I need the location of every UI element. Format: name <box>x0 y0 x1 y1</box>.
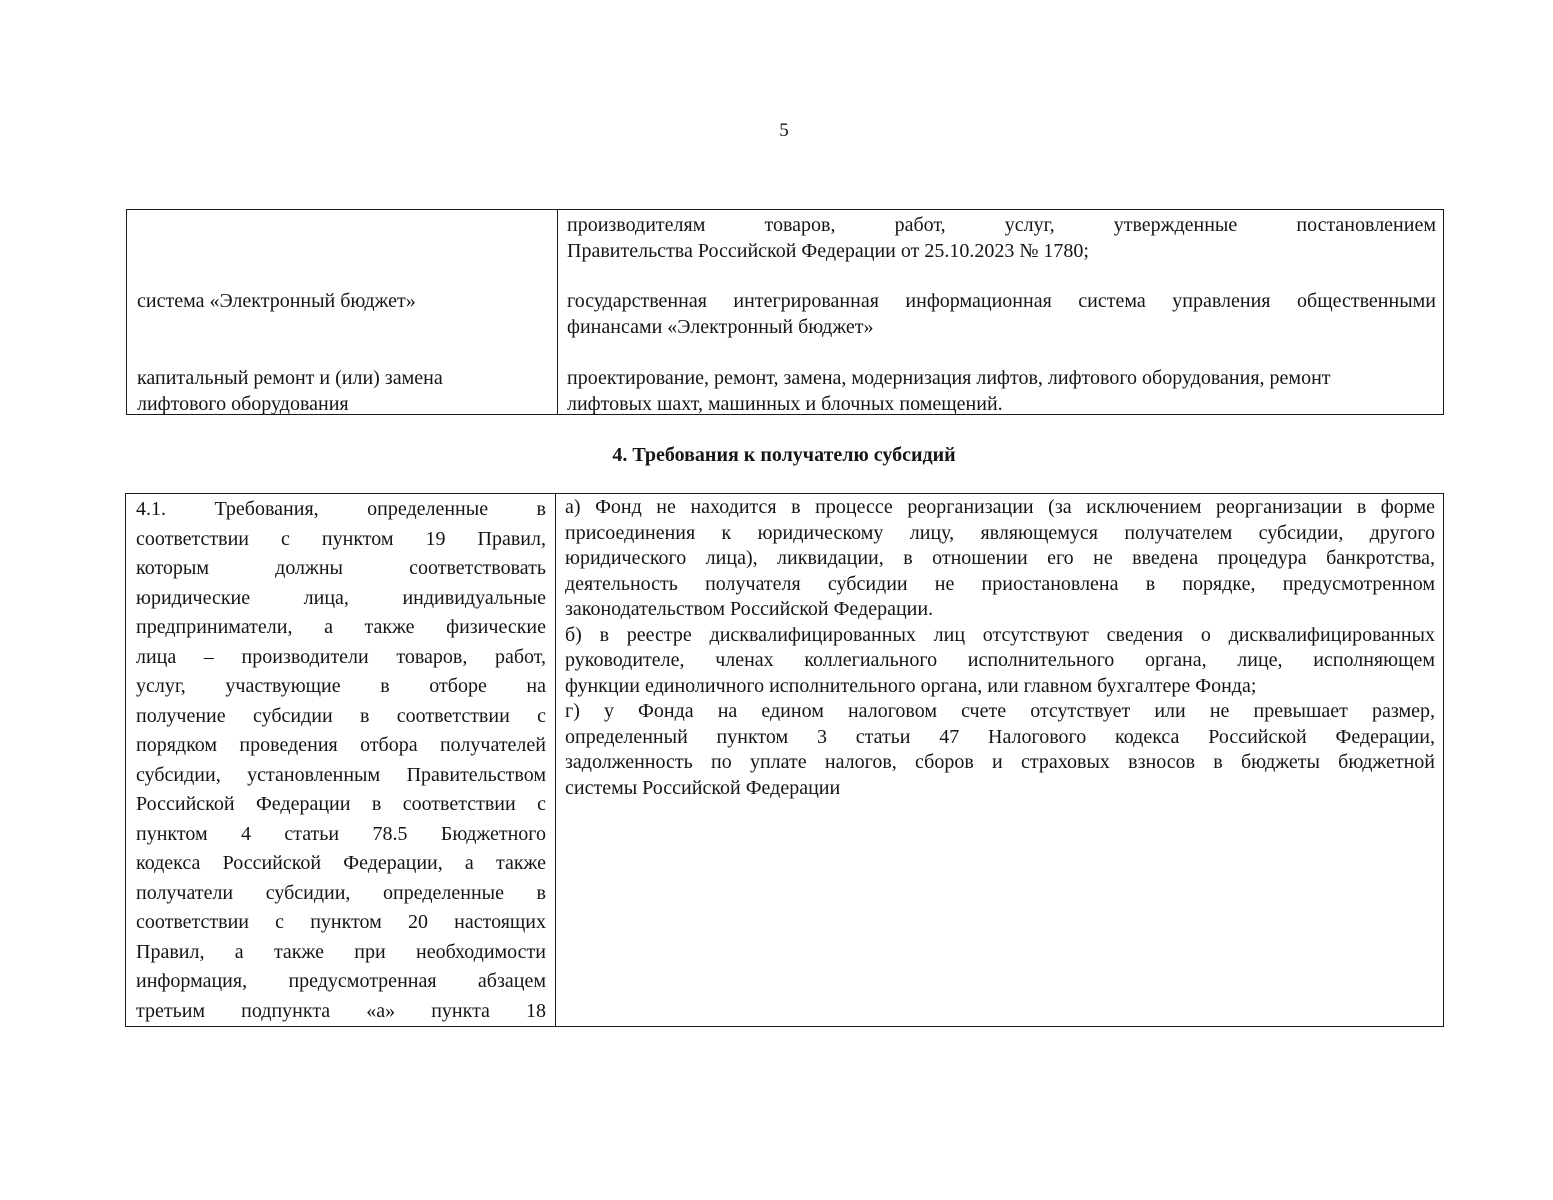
text-line: порядком проведения отбора получателей <box>136 734 546 756</box>
requirement-details-cell <box>565 495 1435 801</box>
text-line: б) в реестре дисквалифицированных лиц отсутствуют сведения о дисквалифицированных <box>565 623 1435 646</box>
column-divider <box>557 210 558 414</box>
text-line: предприниматели, а также физические <box>136 616 546 638</box>
term-cell <box>137 365 547 417</box>
text-line: кодекса Российской Федерации, а также <box>136 852 546 874</box>
definition-cell <box>567 212 1436 264</box>
text-line: руководителе, членах коллегиального исполнительного органа, лице, исполняющем <box>565 649 1435 671</box>
text-line: юридического лица), ликвидации, в отношении его не введена процедура банкротства, <box>565 547 1435 569</box>
text-line: 4.1. Требования, определенные в <box>136 498 546 520</box>
text-line: лифтовых шахт, машинных и блочных помещений. <box>567 393 1003 415</box>
text-line: система «Электронный бюджет» <box>137 290 416 312</box>
requirements-table <box>125 493 1444 1027</box>
column-divider <box>555 494 556 1026</box>
text-line: третьим подпункта «а» пункта 18 <box>136 999 546 1022</box>
page-number: 5 <box>779 120 789 141</box>
text-line: субсидии, установленным Правительством <box>136 763 546 786</box>
text-line: получение субсидии в соответствии с <box>136 704 546 727</box>
text-line: соответствии с пунктом 19 Правил, <box>136 527 546 550</box>
text-line: государственная интегрированная информационная система управления общественными <box>567 290 1436 312</box>
text-line: присоединения к юридическому лицу, являющемуся получателем субсидии, другого <box>565 521 1435 544</box>
text-line: которым должны соответствовать <box>136 557 546 579</box>
term-cell <box>137 288 547 314</box>
text-line: определенный пунктом 3 статьи 47 Налогового кодекса Российской Федерации, <box>565 725 1435 748</box>
text-line: а) Фонд не находится в процессе реорганизации (за исключением реорганизации в форме <box>565 496 1435 518</box>
text-line: функции единоличного исполнительного органа, или главном бухгалтере Фонда; <box>565 674 1257 697</box>
text-line: пунктом 4 статьи 78.5 Бюджетного <box>136 822 546 845</box>
requirement-criteria-cell <box>136 495 546 1026</box>
text-line: г) у Фонда на едином налоговом счете отсутствует или не превышает размер, <box>565 700 1435 722</box>
text-line: Правил, а также при необходимости <box>136 940 546 963</box>
text-line: задолженность по уплате налогов, сборов и страховых взносов в бюджеты бюджетной <box>565 751 1435 773</box>
definition-cell <box>567 365 1436 417</box>
text-line: Правительства Российской Федерации от 25.10.2023 № 1780; <box>567 240 1089 262</box>
text-line: лица – производители товаров, работ, <box>136 645 546 668</box>
text-line: информация, предусмотренная абзацем <box>136 970 546 992</box>
text-line: системы Российской Федерации <box>565 776 841 799</box>
definitions-table <box>126 209 1444 415</box>
section-heading: 4. Требования к получателю субсидий <box>612 444 956 466</box>
text-line: соответствии с пунктом 20 настоящих <box>136 911 546 933</box>
text-line: получатели субсидии, определенные в <box>136 881 546 904</box>
definition-cell <box>567 288 1436 340</box>
text-line: производителям товаров, работ, услуг, утвержденные постановлением <box>567 214 1436 236</box>
text-line: деятельность получателя субсидии не приостановлена в порядке, предусмотренном <box>565 572 1435 595</box>
text-line: финансами «Электронный бюджет» <box>567 316 874 338</box>
text-line: проектирование, ремонт, замена, модернизация лифтов, лифтового оборудования, ремонт <box>567 367 1331 389</box>
text-line: капитальный ремонт и (или) замена <box>137 367 443 389</box>
text-line: услуг, участвующие в отборе на <box>136 675 546 697</box>
text-line: Российской Федерации в соответствии с <box>136 793 546 815</box>
text-line: юридические лица, индивидуальные <box>136 586 546 609</box>
text-line: законодательством Российской Федерации. <box>565 598 934 620</box>
text-line: лифтового оборудования <box>137 393 349 415</box>
